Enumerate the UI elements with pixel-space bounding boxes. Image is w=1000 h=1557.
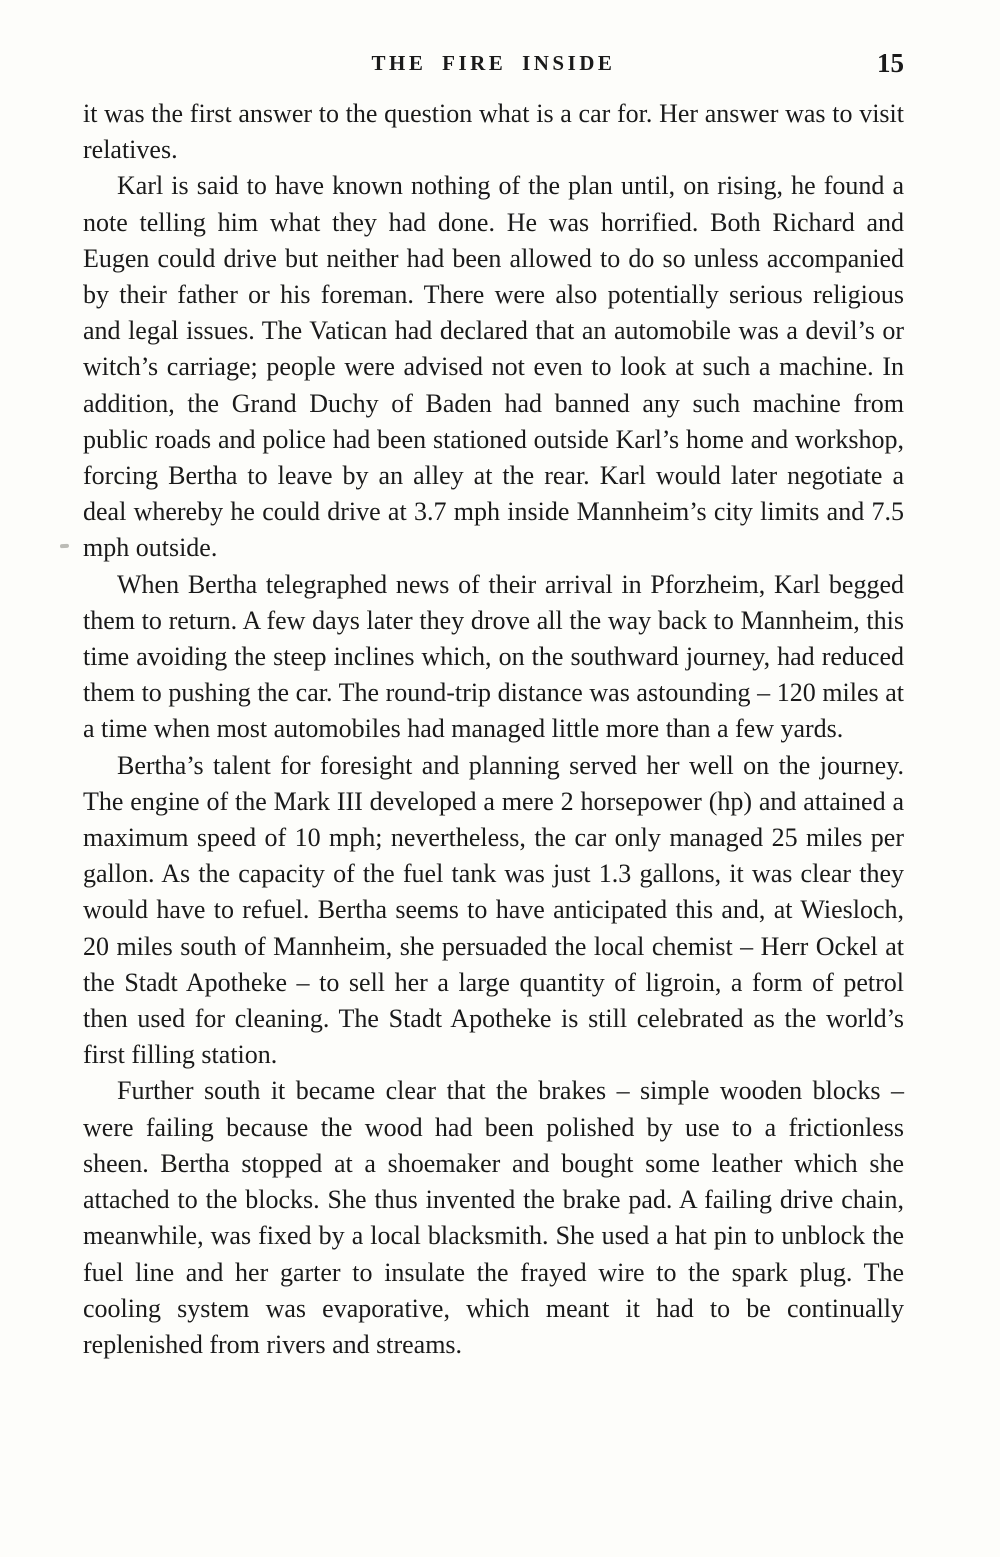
body-paragraph: Bertha’s talent for foresight and planning served her well on the journey. The engine of the Mark III developed a mere 2 horsepower (hp) and attained a maximum speed of 10 mph; nevertheless, the car only managed 25 miles per gallon. As the capacity of the fuel tank was just 1.3 gallons, it was clear they would have to refuel. Bertha seems to have anticipated this and, at Wiesloch, 20 miles south of Mannheim, she persuaded the local chemist – Herr Ockel at the Stadt Apotheke – to sell her a large quantity of ligroin, a form of petrol then used for cleaning. The Stadt Apotheke is still celebrated as the world’s first filling station. (83, 750, 904, 1070)
body-text (83, 96, 904, 1363)
running-header-title: THE FIRE INSIDE (371, 51, 616, 75)
body-paragraph: Karl is said to have known nothing of the plan until, on rising, he found a note telling him what they had done. He was horrified. Both Richard and Eugen could drive but neither had been allowed to do so unless accompanied by their father or his foreman. There were also potentially serious religious and legal issues. The Vatican had declared that an automobile was a devil’s or witch’s carriage; people were advised not even to look at such a machine. In addition, the Grand Duchy of Baden had banned any such machine from public roads and police had been stationed outside Karl’s home and workshop, forcing Bertha to leave by an alley at the rear. Karl would later negotiate a deal whereby he could drive at 3.7 mph inside Mannheim’s city limits and 7.5 mph outside. (83, 171, 904, 563)
body-paragraph: it was the first answer to the question what is a car for. Her answer was to visit relatives. (83, 99, 904, 165)
scan-artifact-dash (60, 544, 69, 549)
page-number: 15 (877, 48, 904, 78)
page-header (83, 48, 904, 78)
body-paragraph: When Bertha telegraphed news of their arrival in Pforzheim, Karl begged them to return. A few days later they drove all the way back to Mannheim, this time avoiding the steep inclines which, on the southward journey, had reduced them to pushing the car. The round-trip distance was astounding – 120 miles at a time when most automobiles had managed little more than a few yards. (83, 569, 904, 744)
body-paragraph: Further south it became clear that the brakes – simple wooden blocks – were failing because the wood had been polished by use to a frictionless sheen. Bertha stopped at a shoemaker and bought some leather which she attached to the blocks. She thus invented the brake pad. A failing drive chain, meanwhile, was fixed by a local blacksmith. She used a hat pin to unblock the fuel line and her garter to insulate the frayed wire to the spark plug. The cooling system was evaporative, which meant it had to be continually replenished from rivers and streams. (83, 1076, 904, 1359)
